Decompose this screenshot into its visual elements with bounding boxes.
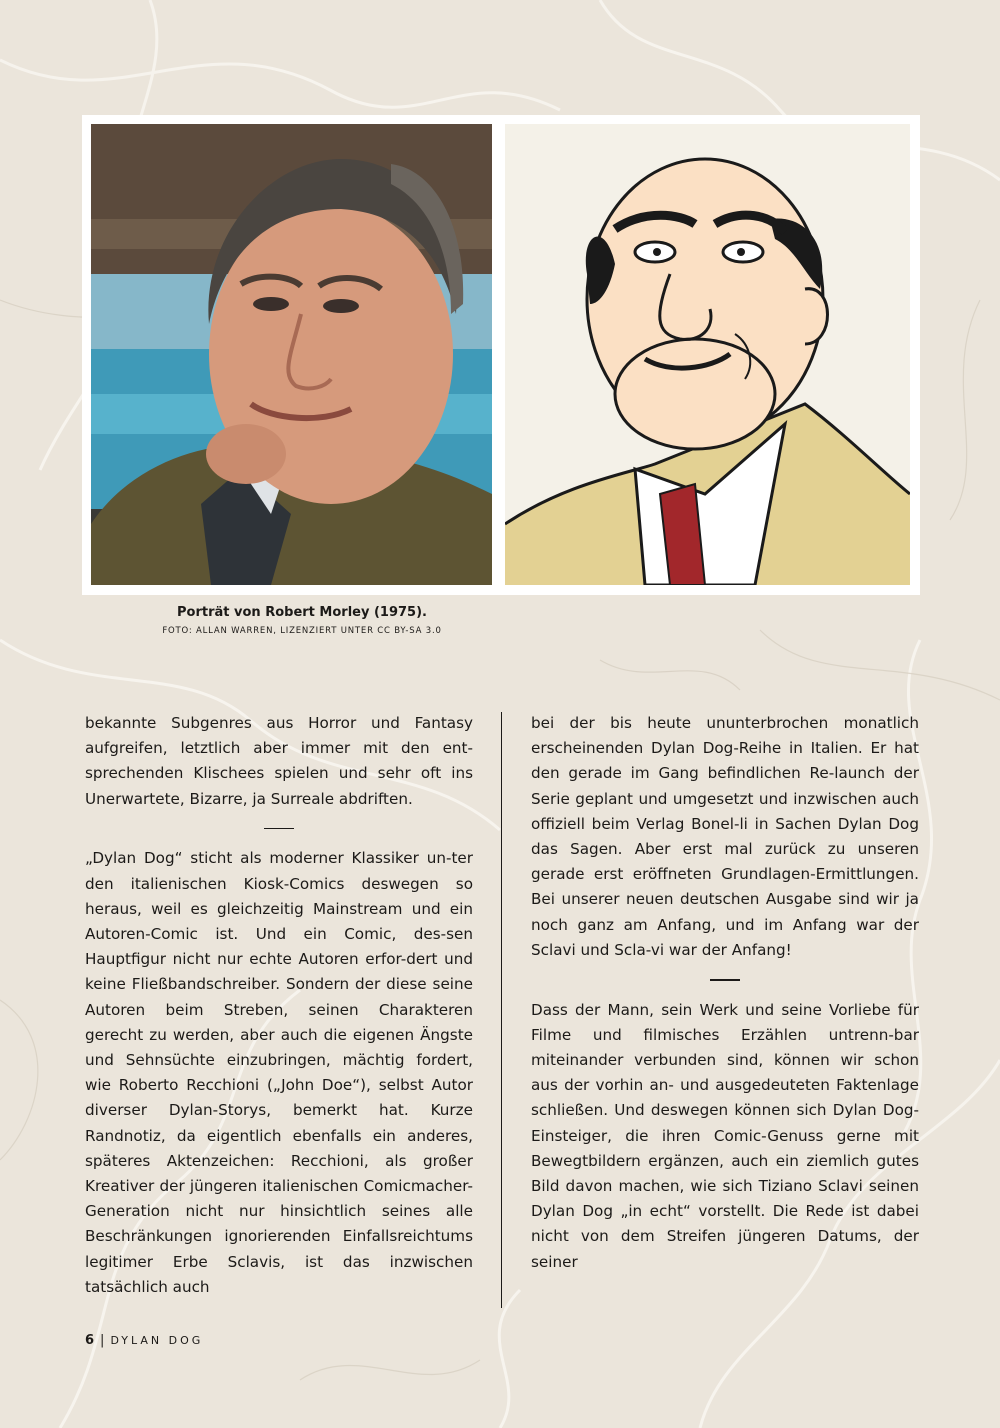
- caption-title: Porträt von Robert Morley (1975).: [177, 605, 427, 620]
- caption-credit: FOTO: ALLAN WARREN, LIZENZIERT UNTER CC BY-SA 3.0: [162, 626, 442, 636]
- running-title: DYLAN DOG: [110, 1334, 204, 1347]
- page-footer: [85, 1333, 203, 1348]
- caricature-drawing: [505, 124, 910, 585]
- section-separator: [264, 828, 294, 830]
- page-number: 6: [85, 1333, 95, 1348]
- section-separator: [710, 979, 740, 981]
- image-caption: [82, 605, 522, 636]
- right-paragraph-2: Dass der Mann, sein Werk und seine Vorliebe für Filme und filmisches Erzählen untrenn-bar miteinander verbunden sind, können wir schon aus der vorhin an- und ausgedeuteten Faktenlage schließen. Und deswegen können sich Dylan Dog-Einsteiger, die ihren Comic-Genuss gerne mit Bewegtbildern ergänzen, auch ein ziemlich gutes Bild davon machen, wie sich Tiziano Sclavi seinen Dylan Dog „in echt“ vorstellt. Die Rede ist dabei nicht von dem Streifen jüngeren Datums, der seiner: [531, 1000, 919, 1271]
- left-text-column: [85, 711, 473, 1300]
- image-frame: [82, 115, 920, 595]
- portrait-photo: [91, 124, 492, 585]
- left-paragraph-1: bekannte Subgenres aus Horror und Fantasy aufgreifen, letztlich aber immer mit den ent-sprechenden Klischees spielen und sehr oft ins Unerwartete, Bizarre, ja Surreale abdriften.: [85, 714, 473, 808]
- left-paragraph-2: „Dylan Dog“ sticht als moderner Klassiker un-ter den italienischen Kiosk-Comics deswegen so heraus, weil es gleichzeitig Mainstream und ein Autoren-Comic ist. Und ein Comic, des-sen Hauptfigur nicht nur echte Autoren erfor-dert und keine Fließbandschreiber. Sondern der diese seine Autoren beim Streben, seinen Charakteren gerecht zu werden, aber auch die eigenen Ängste und Sehnsüchte einzubringen, mächtig fordert, wie Roberto Recchioni („John Doe“), selbst Autor diverser Dylan-Storys, bemerkt hat. Kurze Randnotiz, da eigentlich ebenfalls ein anderes, späteres Aktenzeichen: Recchioni, als großer Kreativer der jüngeren italienischen Comicmacher-Generation nicht nur hinsichtlich seines alle Beschränkungen ignorierenden Einfallsreichtums legitimer Erbe Sclavis, ist das inzwischen tatsächlich auch: [85, 849, 473, 1296]
- footer-separator: |: [100, 1333, 105, 1348]
- column-divider: [501, 712, 502, 1308]
- right-paragraph-1: bei der bis heute ununterbrochen monatlich erscheinenden Dylan Dog-Reihe in Italien. Er hat den gerade im Gang befindlichen Re-launch der Serie geplant und umgesetzt und inzwischen auch offiziell beim Verlag Bonel-li in Sachen Dylan Dog das Sagen. Aber erst mal zurück zu unseren gerade erst eröffneten Grundlagen-Ermittlungen. Bei unserer neuen deutschen Ausgabe sind wir ja noch ganz am Anfang, und im Anfang war der Sclavi und Scla-vi war der Anfang!: [531, 714, 919, 959]
- right-text-column: [531, 711, 919, 1275]
